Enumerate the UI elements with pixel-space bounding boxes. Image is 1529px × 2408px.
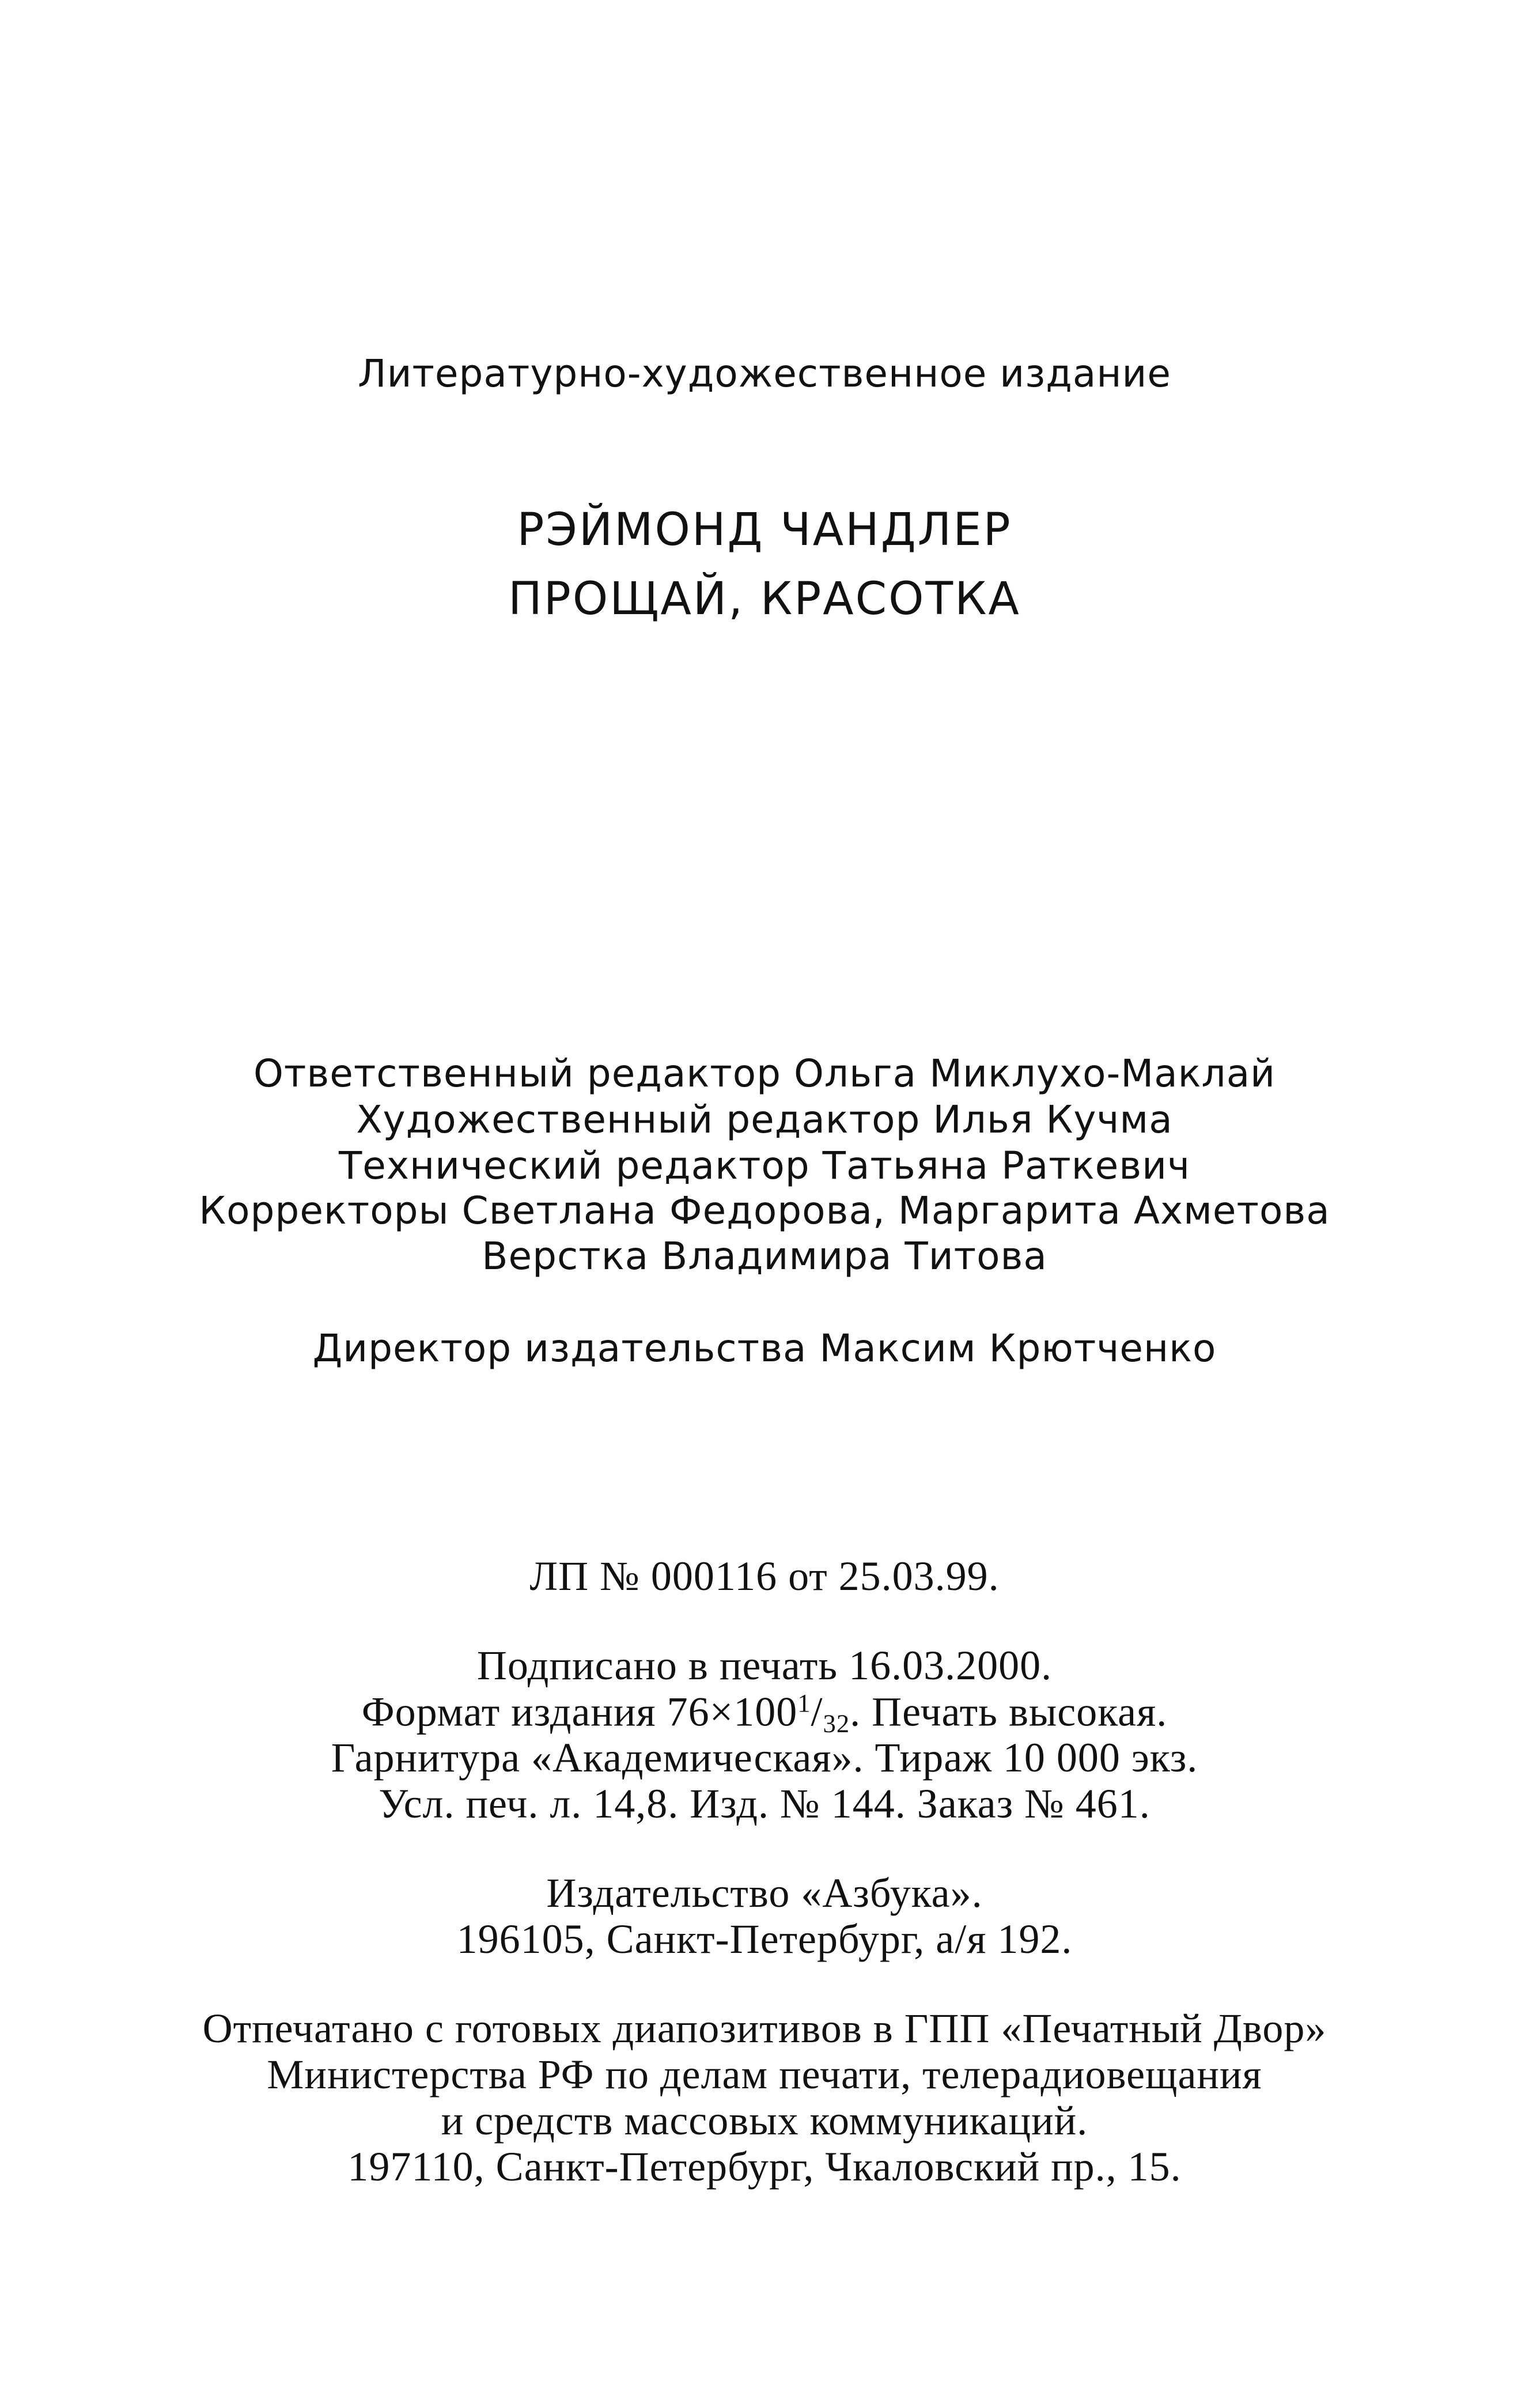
printer-line: Отпечатано с готовых диапозитивов в ГПП «Печатный Двор» xyxy=(202,2005,1327,2051)
credit-line: Корректоры Светлана Федорова, Маргарита Ахметова xyxy=(199,1188,1330,1233)
format-line: Формат издания $76\times 100^1/_{32}$. Печать высокая. xyxy=(361,1688,1168,1738)
format-fraction-numerator: 1 xyxy=(797,1688,811,1717)
license-number: ЛП № 000116 от 25.03.99. xyxy=(529,1553,1000,1599)
book-title: ПРОЩАЙ, КРАСОТКА xyxy=(508,573,1021,625)
format-fraction-denominator: 32 xyxy=(823,1709,850,1738)
typeface-circulation: Гарнитура «Академическая». Тираж 10 000 экз. xyxy=(331,1735,1198,1781)
printer-line: и средств массовых коммуникаций. xyxy=(441,2097,1088,2144)
publishing-director: Директор издательства Максим Крютченко xyxy=(312,1326,1217,1370)
credit-line: Верстка Владимира Титова xyxy=(482,1234,1047,1278)
printer-line: Министерства РФ по делам печати, телерадиовещания xyxy=(267,2051,1262,2097)
credit-line: Художественный редактор Илья Кучма xyxy=(356,1097,1173,1142)
sheets-order: Усл. печ. л. 14,8. Изд. № 144. Заказ № 461. xyxy=(379,1781,1150,1827)
author-name: РЭЙМОНД ЧАНДЛЕР xyxy=(517,504,1012,556)
publisher-name: Издательство «Азбука». xyxy=(546,1870,983,1916)
credit-line: Ответственный редактор Ольга Миклухо-Маклай xyxy=(253,1051,1276,1096)
credit-line: Технический редактор Татьяна Раткевич xyxy=(338,1144,1190,1188)
edition-type: Литературно-художественное издание xyxy=(357,351,1172,396)
publisher-address: 196105, Санкт-Петербург, а/я 192. xyxy=(456,1916,1073,1962)
format-prefix: Формат издания 76×100 xyxy=(361,1688,798,1735)
format-suffix: . Печать высокая. xyxy=(850,1688,1168,1735)
printer-address: 197110, Санкт-Петербург, Чкаловский пр., 15. xyxy=(347,2144,1182,2190)
signed-to-print: Подписано в печать 16.03.2000. xyxy=(476,1642,1053,1688)
